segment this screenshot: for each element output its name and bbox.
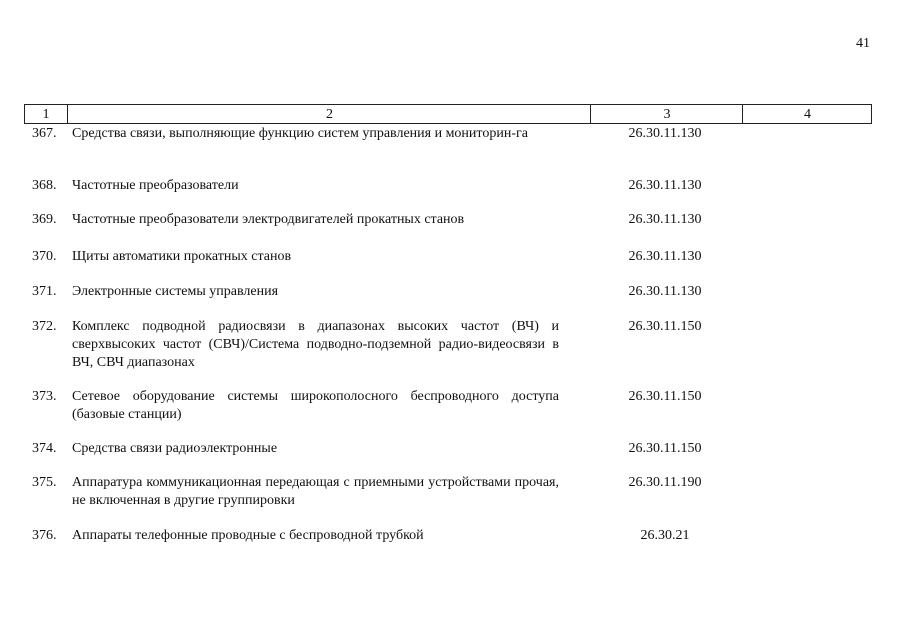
row-number: 375. — [32, 475, 57, 490]
row-text: Сетевое оборудование системы широкополосного беспроводного доступа (базовые станции) — [72, 389, 559, 422]
row-number: 374. — [32, 441, 57, 456]
row-code: 26.30.11.150 — [628, 319, 702, 334]
row-text: Средства связи радиоэлектронные — [72, 441, 278, 456]
row-number: 370. — [32, 249, 57, 264]
row-code: 26.30.21 — [640, 528, 690, 543]
row-text: Частотные преобразователи — [72, 178, 239, 193]
row-number: 369. — [32, 212, 57, 227]
row-number: 373. — [32, 389, 57, 404]
row-code: 26.30.11.130 — [628, 284, 702, 299]
header-col-2: 2 — [67, 105, 591, 123]
row-number: 371. — [32, 284, 57, 299]
row-text: Щиты автоматики прокатных станов — [72, 249, 292, 264]
row-text: Аппаратура коммуникационная передающая с приемными устройствами прочая, не включенная в другие группировки — [72, 475, 559, 508]
table-header — [24, 104, 872, 124]
header-col-1: 1 — [42, 107, 50, 122]
row-number: 376. — [32, 528, 57, 543]
page-number: 41 — [856, 36, 870, 51]
row-text: Электронные системы управления — [72, 284, 279, 299]
row-number: 368. — [32, 178, 57, 193]
row-number: 367. — [32, 126, 57, 141]
header-col-4: 4 — [742, 105, 872, 123]
row-code: 26.30.11.130 — [628, 126, 702, 141]
row-text: Частотные преобразователи электродвигателей прокатных станов — [72, 212, 465, 227]
row-code: 26.30.11.130 — [628, 249, 702, 264]
row-code: 26.30.11.150 — [628, 389, 702, 404]
row-code: 26.30.11.130 — [628, 212, 702, 227]
row-text: Аппараты телефонные проводные с беспроводной трубкой — [72, 528, 424, 543]
row-code: 26.30.11.190 — [628, 475, 702, 490]
header-col-3: 3 — [590, 105, 743, 123]
row-text: Комплекс подводной радиосвязи в диапазонах высоких частот (ВЧ) и сверхвысоких частот (СВЧ)/Система подводно-подземной радио-видеосвязи в ВЧ, СВЧ диапазонах — [72, 319, 559, 370]
row-code: 26.30.11.150 — [628, 441, 702, 456]
row-number: 372. — [32, 319, 57, 334]
row-code: 26.30.11.130 — [628, 178, 702, 193]
row-text: Средства связи, выполняющие функцию систем управления и мониторин-га — [72, 126, 528, 141]
